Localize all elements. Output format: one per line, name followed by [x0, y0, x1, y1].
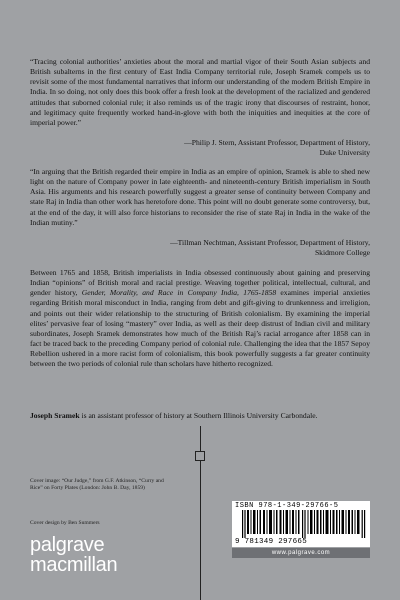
review-attribution-stern: —Philip J. Stern, Assistant Professor, Department of History,: [184, 138, 370, 147]
author-name: Joseph Sramek: [30, 411, 80, 420]
isbn-label: ISBN 978-1-349-29766-5: [235, 502, 339, 510]
review-attribution-nechtman: —Tillman Nechtman, Assistant Professor, Department of History,: [170, 238, 370, 247]
review-quote-stern: “Tracing colonial authorities’ anxieties about the moral and martial vigor of their South Asian subjects and British subalterns in the first century of East India Company territorial rule, Joseph Sramek compels us to revisit some of the most fundamental narratives that inform our understanding of the modern British Empire in India. In so doing, not only does this book offer a fresh look at the development of the racialized and gendered attitudes that suborned colonial rule; it also reminds us of the tragic irony that discourses of restraint, honor, and legitimacy quite frequently worked hand-in-glove with both the iniquities and inequities at the core of imperial power.”: [30, 57, 370, 127]
cover-design-credit: Cover design by Ben Summers: [30, 520, 100, 526]
divider-line: [200, 426, 201, 451]
cover-image-credit: Cover image: “Our Judge,” from G.F. Atkinson, “Curry and Rice” on Forty Plates (London: John B. Day, 1859): [30, 478, 164, 492]
review-quote-nechtman: “In arguing that the British regarded their empire in India as an empire of opinion, Sramek is able to shed new light on the nature of Company power in late eighteenth- and nineteenth-century British imperialism in South Asia. His arguments and his research powerfully suggest a greater sense of continuity between Company and state Raj in India than other work has heretofore done. This point will no doubt generate some controversy, but, at the end of the day, it will also force historians to reconsider the rise of state Raj in India in the wake of the Indian mutiny.”: [30, 167, 370, 227]
barcode-bars: [242, 510, 366, 538]
barcode: [232, 501, 370, 547]
logo-macmillan: macmillan: [30, 554, 118, 576]
author-bio: [30, 411, 370, 421]
publisher-logo: [30, 535, 117, 575]
description-part2: examines imperial anxieties regarding British moral misconduct in India, ranging from debt and gift-giving to drunkenness and irreligion, and points out their wider relationship to the structuring of British colonialism. By examining the imperial elites’ pervasive fear of losing “mastery” over India, as well as their deep distrust of Indian civil and military subordinates, Joseph Sramek demonstrates how much of the British Raj’s racial arrogance after 1858 can in fact be traced back to the preceding Company period of colonial rule. Challenging the idea that the 1857 Sepoy Rebellion ushered in a more racist form of colonialism, this book powerfully suggests a far greater continuity between the two periods of colonial rule than scholars have hitherto recognized.: [30, 288, 370, 369]
book-description: [30, 268, 370, 370]
publisher-website: www.palgrave.com: [232, 548, 370, 558]
author-bio-text: is an assistant professor of history at Southern Illinois University Carbondale.: [79, 411, 318, 420]
divider-line-lower: [200, 461, 201, 600]
logo-palgrave: palgrave: [30, 534, 105, 556]
description-part1: Between 1765 and 1858, British imperialists in India obsessed continuously about gaining and preserving Indian “opinions” of British moral and racial prestige. Weaving together political, intellectual, cultural, and gender history,: [30, 268, 370, 298]
review-affiliation-stern: Duke University: [319, 148, 370, 157]
book-title-italic: Gender, Morality, and Race in Company India, 1765-1858: [81, 288, 277, 298]
center-box: [195, 451, 205, 461]
barcode-number: 9 781349 297665: [235, 538, 308, 546]
review-affiliation-nechtman: Skidmore College: [314, 248, 370, 257]
